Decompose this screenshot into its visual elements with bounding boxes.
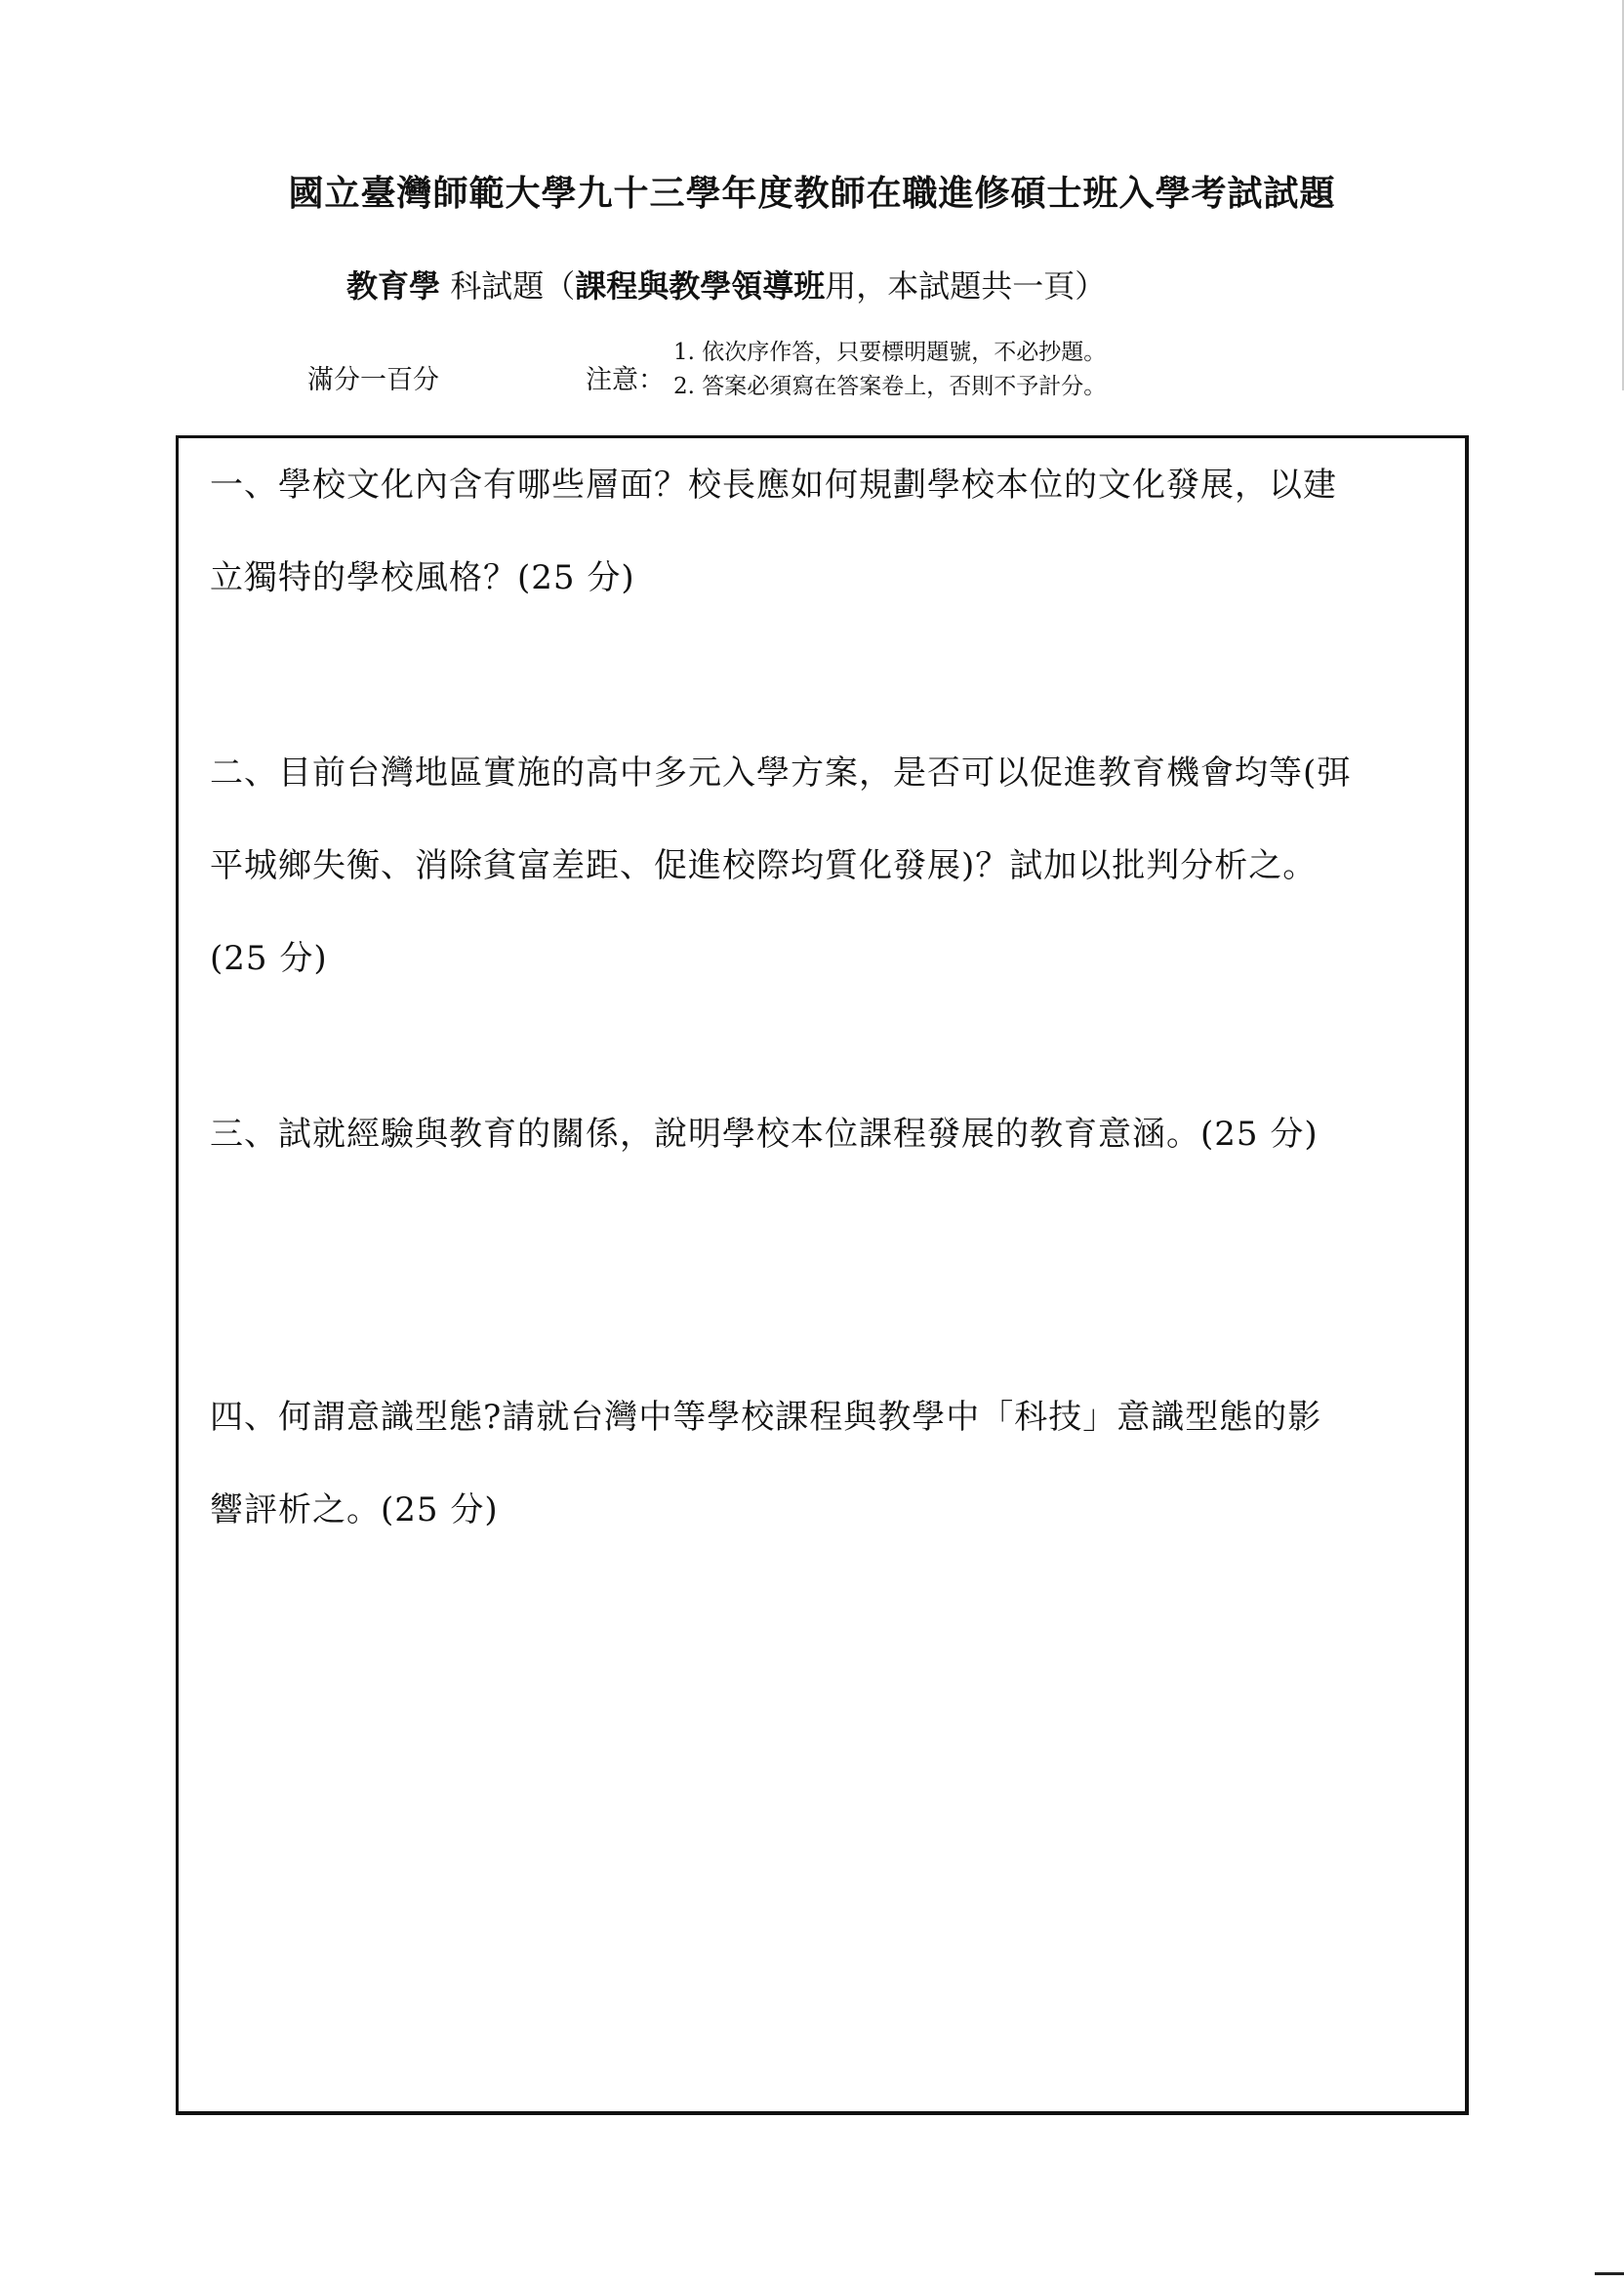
notice-list <box>673 336 1106 404</box>
question-3: 三、試就經驗與教育的關係，說明學校本位課程發展的教育意涵。(25 分) <box>210 1115 1319 1154</box>
scan-corner-mark <box>1595 2272 1624 2275</box>
question-4: 四、何謂意識型態?請就台灣中等學校課程與教學中「科技」意識型態的影響評析之。(25 分) <box>210 1398 1322 1529</box>
question-1: 一、學校文化內含有哪些層面？校長應如何規劃學校本位的文化發展，以建立獨特的學校風格？(25 分) <box>210 466 1337 597</box>
class-name: 課程與教學領導班 <box>575 267 826 305</box>
question-box <box>176 435 1469 2115</box>
notice-label: 注意： <box>586 365 665 395</box>
exam-subtitle <box>346 262 1106 306</box>
subject-name: 教育學 <box>346 267 441 305</box>
notice-item: 2. 答案必須寫在答案卷上，否則不予計分。 <box>673 374 1107 399</box>
question-2: 二、目前台灣地區實施的高中多元入學方案，是否可以促進教育機會均等(弭平城鄉失衡、消除貧富差距、促進校際均質化發展)？試加以批判分析之。(25 分) <box>210 754 1352 978</box>
notice-item: 1. 依次序作答，只要標明題號，不必抄題。 <box>673 340 1107 365</box>
full-score: 滿分一百分 <box>307 365 439 395</box>
subject-suffix: 科試題（ <box>450 267 576 305</box>
exam-title: 國立臺灣師範大學九十三學年度教師在職進修碩士班入學考試試題 <box>288 173 1336 214</box>
class-suffix: 用，本試題共一頁） <box>825 267 1107 305</box>
